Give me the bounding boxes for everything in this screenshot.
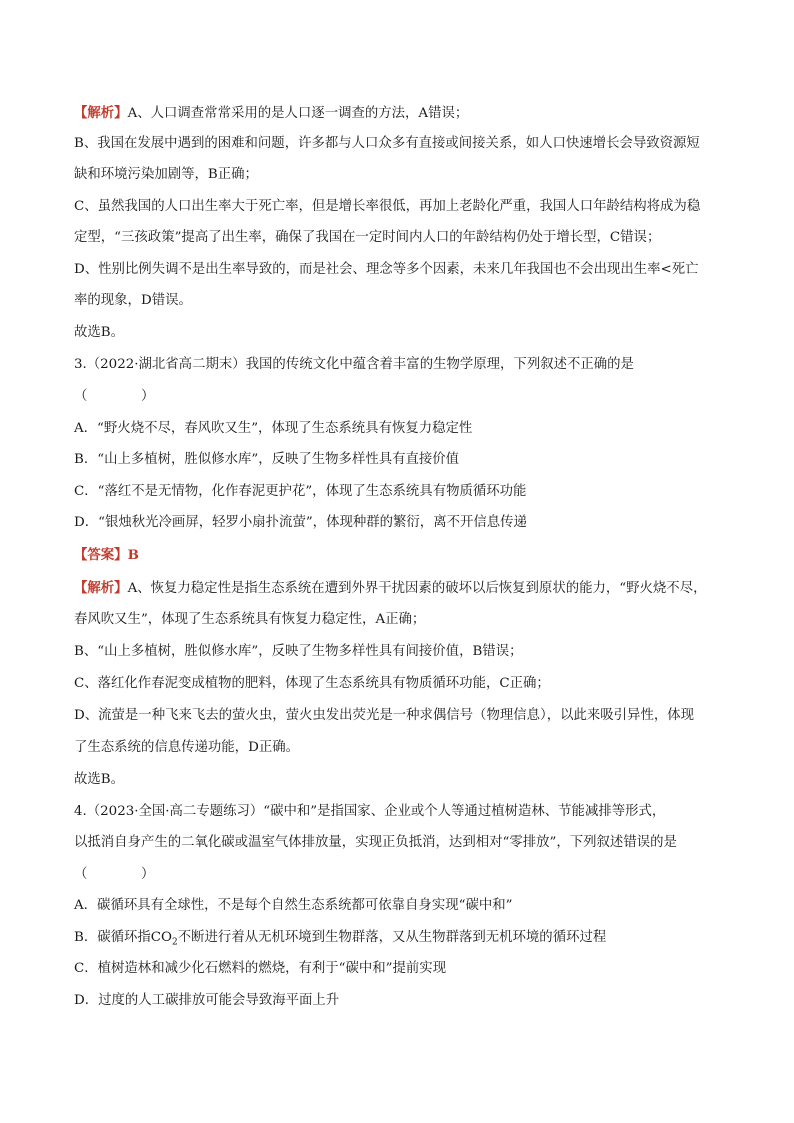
option-d: D．过度的人工碳排放可能会导致海平面上升 [74, 993, 340, 1008]
paragraph-line: B、“山上多植树，胜似修水库”，反映了生物多样性具有间接价值，B错误； [74, 644, 523, 659]
option-d: D．“银烛秋光冷画屏，轻罗小扇扑流萤”，体现种群的繁衍，离不开信息传递 [74, 515, 527, 530]
paragraph-line: B、我国在发展中遇到的困难和问题，许多都与人口众多有直接或间接关系，如人口快速增长会导致资源短 [74, 136, 700, 151]
question-stem: 以抵消自身产生的二氧化碳或温室气体排放量，实现正负抵消，达到相对“零排放”，下列叙述错误的是 [74, 835, 677, 850]
answer-value: B [127, 547, 139, 563]
option-b: B．“山上多植树，胜似修水库”，反映了生物多样性具有直接价值 [74, 452, 460, 467]
paragraph-line: C、落红化作春泥变成植物的肥料，体现了生态系统具有物质循环功能，C正确； [74, 676, 550, 691]
paragraph-line: 定型，“三孩政策”提高了出生率，确保了我国在一定时间内人口的年龄结构仍处于增长型，C错误； [74, 230, 661, 245]
analysis-tag: 【解析】 [74, 580, 128, 596]
option-a: A．碳循环具有全球性，不是每个自然生态系统都可依靠自身实现“碳中和” [74, 898, 513, 913]
answer-tag: 【答案】 [74, 547, 128, 563]
answer-blank: （ ） [74, 867, 155, 882]
option-c: C．植树造林和减少化石燃料的燃烧，有利于“碳中和”提前实现 [74, 961, 447, 976]
option-b: B．碳循环指$CO_2$不断进行着从无机环境到生物群落，又从生物群落到无机环境的循环过程 [74, 930, 607, 948]
paragraph-line: 了生态系统的信息传递功能，D正确。 [74, 740, 299, 755]
paragraph-line: C、虽然我国的人口出生率大于死亡率，但是增长率很低，再加上老龄化严重，我国人口年龄结构将成为稳 [74, 199, 701, 214]
paragraph-line: D、流萤是一种飞来飞去的萤火虫，萤火虫发出荧光是一种求偶信号（物理信息），以此来吸引异性，体现 [74, 708, 695, 723]
option-a: A．“野火烧不尽，春风吹又生”，体现了生态系统具有恢复力稳定性 [74, 421, 473, 436]
answer-line [74, 546, 734, 565]
paragraph-line: 【解析】A、恢复力稳定性是指生态系统在遭到外界干扰因素的破坏以后恢复到原状的能力，“野火烧不尽， [74, 580, 707, 596]
answer-blank: （ ） [74, 389, 155, 404]
paragraph-line: 缺和环境污染加剧等，B正确； [74, 167, 258, 182]
paragraph-line: 【解析】A、人口调查常常采用的是人口逐一调查的方法，A错误； [74, 105, 469, 121]
paragraph-line: D、性别比例失调不是出生率导致的，而是社会、理念等多个因素，未来几年我国也不会出现出生率<死亡 [74, 262, 699, 277]
question-stem: 4.（2023·全国·高二专题练习）“碳中和”是指国家、企业或个人等通过植树造林、节能减排等形式， [74, 804, 666, 819]
paragraph-line: 故选B。 [74, 772, 125, 787]
paragraph-line: 春风吹又生”，体现了生态系统具有恢复力稳定性，A正确； [74, 612, 426, 627]
question-stem: 3.（2022·湖北省高二期末）我国的传统文化中蕴含着丰富的生物学原理，下列叙述不正确的是 [74, 357, 634, 372]
analysis-tag: 【解析】 [74, 105, 128, 121]
option-c: C．“落红不是无情物，化作春泥更护花”，体现了生态系统具有物质循环功能 [74, 484, 527, 499]
paragraph-line: 率的现象，D错误。 [74, 293, 192, 308]
paragraph-line: 故选B。 [74, 325, 125, 340]
